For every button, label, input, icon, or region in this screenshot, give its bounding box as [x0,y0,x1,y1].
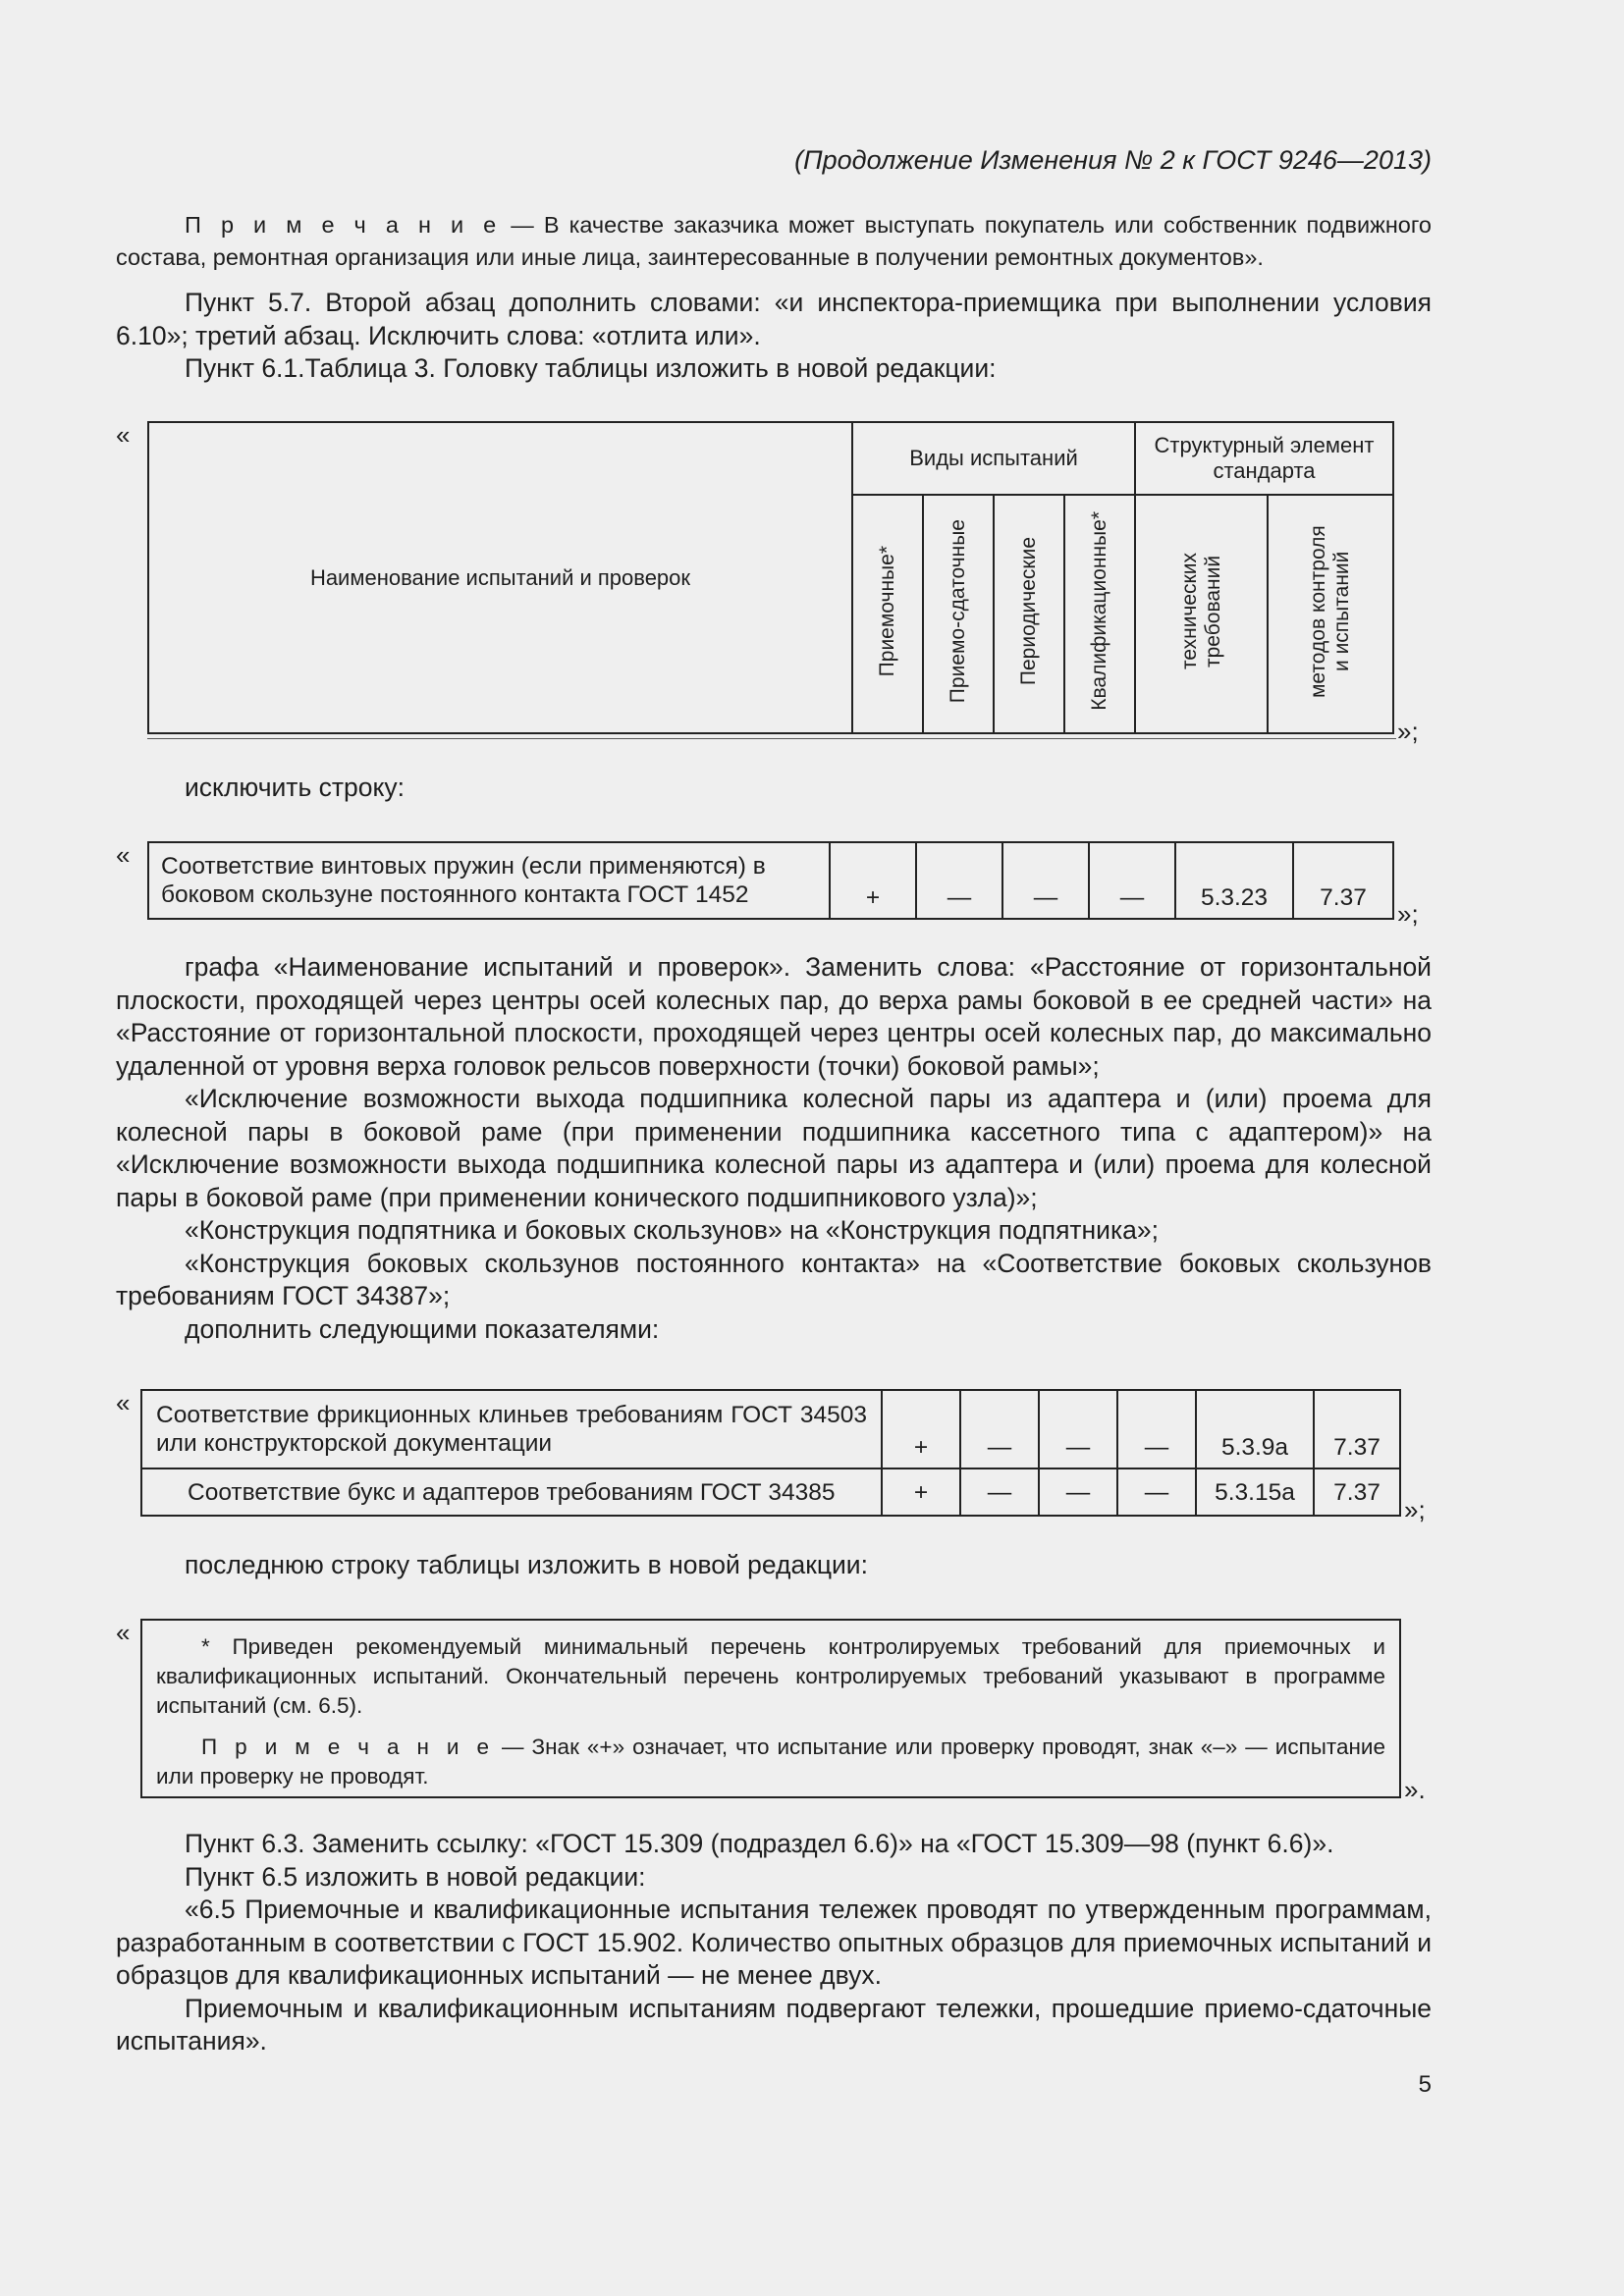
paragraph: «6.5 Приемочные и квалификационные испытания тележек проводят по утвержденным программам, разработанным в соответствии с ГОСТ 15.902. Количество опытных образцов для приемочных испытаний и образцов для квалификационных испытаний — не менее двух. [116,1895,1432,1990]
paragraph-block-1 [116,287,1432,386]
head-group-tests: Виды испытаний [852,422,1135,495]
paragraph: дополнить следующими показателями: [185,1313,660,1344]
quote-open-1: « [116,420,131,450]
note-text: — В качестве заказчика может выступать покупатель или собственник подвижного состава, ремонтная организация или иные лица, заинтересованные в получении ремонтных документов». [116,212,1433,270]
table-head [147,421,1394,734]
cell: — [916,842,1002,919]
quote-close-4: ». [1404,1775,1426,1804]
cell: — [1039,1468,1117,1516]
cell: — [960,1468,1039,1516]
note-label: П р и м е ч а н и е [185,212,502,238]
paragraph: Пункт 6.3. Заменить ссылку: «ГОСТ 15.309 (подраздел 6.6)» на «ГОСТ 15.309—98 (пункт 6.6)». [185,1829,1334,1858]
paragraph: «Конструкция подпятника и боковых скользунов» на «Конструкция подпятника»; [185,1215,1160,1245]
para-5-7: Пункт 5.7. Второй абзац дополнить словами: «и инспектора-приемщика при выполнении условия 6.10»; третий абзац. Исключить слова: «отлита или». [116,288,1432,350]
cell: + [882,1390,960,1468]
running-header: (Продолжение Изменения № 2 к ГОСТ 9246—2013) [794,145,1432,175]
cell: + [830,842,916,919]
added-rows-table [140,1389,1401,1517]
quote-close-3: »; [1404,1495,1426,1524]
excluded-row-table [147,841,1394,920]
footnote-box [140,1619,1401,1798]
row-name: Соответствие букс и адаптеров требованиям ГОСТ 34385 [141,1468,882,1516]
quote-close-1: »; [1397,717,1419,746]
paragraph: Приемочным и квалификационным испытаниям подвергают тележки, прошедшие приемо-сдаточные испытания». [116,1993,1432,2056]
cell: 5.3.23 [1175,842,1293,919]
quote-open-4: « [116,1618,131,1647]
cell: 7.37 [1314,1390,1400,1468]
cell: — [1117,1390,1196,1468]
paragraph: «Исключение возможности выхода подшипника колесной пары из адаптера и (или) проема для колесной пары в боковой раме (при применении подшипника кассетного типа с адаптером)» на «Исключение возможности выхода подшипника колесной пары из адаптера и (или) проема для колесной пары в боковой раме (при применении конического подшипникового узла)»; [116,1084,1432,1212]
quote-close-2: »; [1397,899,1419,929]
head-name-col: Наименование испытаний и проверок [148,422,852,733]
cell: — [1117,1468,1196,1516]
para-6-1: Пункт 6.1.Таблица 3. Головку таблицы изложить в новой редакции: [185,353,997,383]
footnote-star: * Приведен рекомендуемый минимальный перечень контролируемых требований для приемочных и квалификационных испытаний. Окончательный перечень контролируемых требований указывают в программе испытаний (см. 6.5). [156,1634,1385,1718]
table-head-double-line [147,738,1396,739]
cell: 7.37 [1314,1468,1400,1516]
footnote-note [156,1733,1385,1791]
paragraph: Пункт 6.5 изложить в новой редакции: [185,1861,646,1892]
footnote-note-text: — Знак «+» означает, что испытание или проверку проводят, знак «–» — испытание или проверку не проводят. [156,1735,1385,1789]
cell: — [960,1390,1039,1468]
note-paragraph [116,209,1432,274]
quote-open-3: « [116,1388,131,1417]
exclude-row-label: исключить строку: [185,773,405,802]
cell: — [1039,1390,1117,1468]
head-col-tech-req: технических требований [1135,495,1268,733]
head-col-periodic: Периодические [994,495,1064,733]
table-row [141,1390,1400,1468]
excluded-row-name: Соответствие винтовых пружин (если применяются) в боковом скользуне постоянного контакта ГОСТ 1452 [148,842,830,919]
head-col-methods: методов контроля и испытаний [1268,495,1393,733]
cell: 5.3.9а [1196,1390,1314,1468]
row-name: Соответствие фрикционных клиньев требованиям ГОСТ 34503 или конструкторской документации [141,1390,882,1468]
cell: 5.3.15а [1196,1468,1314,1516]
last-row-label: последнюю строку таблицы изложить в новой редакции: [185,1550,868,1579]
footnote-note-label: П р и м е ч а н и е [201,1735,495,1759]
cell: — [1089,842,1175,919]
table-row [148,842,1393,919]
paragraph-block-3 [116,1828,1432,2058]
cell: 7.37 [1293,842,1393,919]
table-row [141,1468,1400,1516]
cell: — [1002,842,1089,919]
paragraph: «Конструкция боковых скользунов постоянного контакта» на «Соответствие боковых скользунов требованиям ГОСТ 34387»; [116,1248,1432,1310]
quote-open-2: « [116,840,131,870]
head-col-delivery: Приемо-сдаточные [923,495,994,733]
cell: + [882,1468,960,1516]
page-number: 5 [1418,2071,1432,2098]
paragraph-block-2 [116,951,1432,1346]
head-col-acceptance: Приемочные* [852,495,923,733]
paragraph: графа «Наименование испытаний и проверок». Заменить слова: «Расстояние от горизонтальной плоскости, проходящей через центры осей колесных пар, до верха рамы боковой в ее средней части» на «Расстояние от горизонтальной плоскости, проходящей через центры осей колесных пар, до максимально удаленной от уровня верха головок рельсов поверхности (точки) боковой рамы»; [116,952,1432,1081]
head-col-qualification: Квалификационные* [1064,495,1135,733]
head-group-struct: Структурный элемент стандарта [1135,422,1393,495]
